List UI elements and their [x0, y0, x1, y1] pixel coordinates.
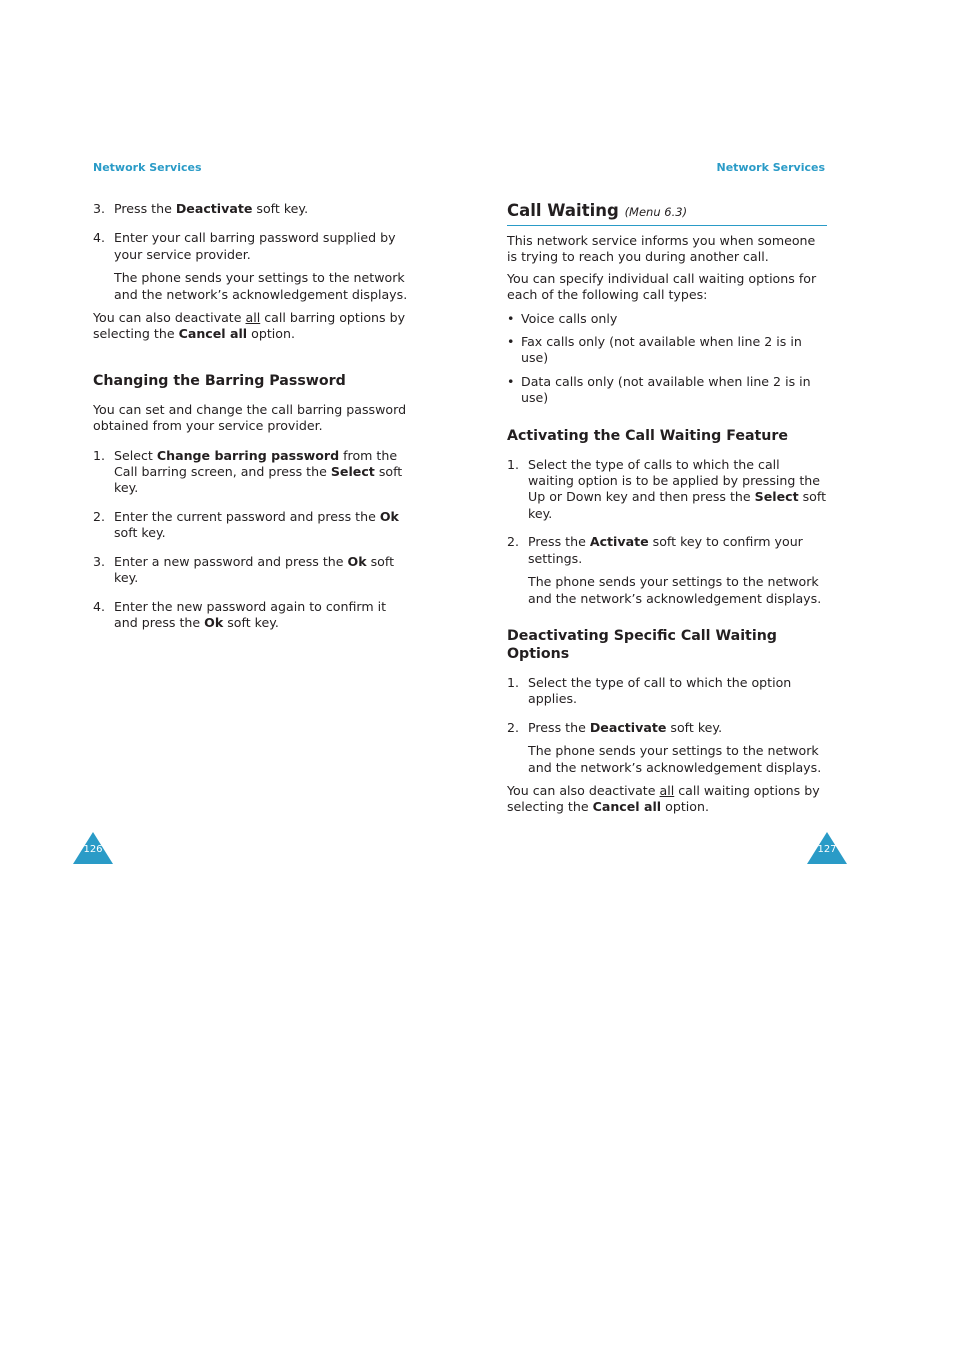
running-header-right: Network Services — [716, 161, 825, 174]
step-4-note: The phone sends your settings to the network and the network’s acknowledgement displays. — [114, 270, 408, 302]
step-number: 3. — [93, 201, 106, 216]
intro-paragraph-2: You can specify individual call waiting options for each of the following call types: — [507, 270, 817, 303]
list-item: • Data calls only (not available when line 2 is in use) — [507, 373, 811, 406]
section-heading-deactivate: Deactivating Specific Call Waiting Options — [507, 627, 777, 662]
list-item: • Fax calls only (not available when line 2 is in use) — [507, 334, 802, 366]
step-4 — [93, 230, 411, 263]
password-step-3: 3. Enter a new password and press the Ok soft key. — [93, 553, 395, 586]
activate-step-2-note: The phone sends your settings to the network and the network’s acknowledgement displays. — [528, 574, 822, 606]
menu-reference: (Menu 6.3) — [624, 205, 688, 219]
step-3 — [93, 201, 411, 217]
right-page-column — [507, 201, 827, 816]
left-page-column — [93, 201, 411, 631]
step-number: 4. — [93, 230, 106, 246]
deactivate-all-note: You can also deactivate all call barring options by selecting the Cancel all option. — [93, 310, 406, 342]
section-heading-barring-password: Changing the Barring Password — [93, 372, 346, 389]
activate-step-2: 2. Press the Activate soft key to confirm your settings. — [507, 534, 803, 566]
deactivate-step-1: 1. Select the type of call to which the option applies. — [507, 674, 792, 707]
step-text: Enter your call barring password supplied by your service provider. — [114, 230, 396, 262]
deactivate-step-2: 2. Press the Deactivate soft key. — [507, 719, 723, 735]
deactivate-step-2-note: The phone sends your settings to the network and the network’s acknowledgement displays. — [528, 743, 822, 775]
password-step-1: 1. Select Change barring password from the Call barring screen, and press the Select soft key. — [93, 447, 403, 496]
deactivate-all-note: You can also deactivate all call waiting options by selecting the Cancel all option. — [507, 782, 820, 815]
password-step-4: 4. Enter the new password again to confirm it and press the Ok soft key. — [93, 598, 387, 630]
step-text: Press the Deactivate soft key. — [114, 201, 309, 216]
list-item: • Voice calls only — [507, 310, 618, 326]
section-intro: You can set and change the call barring password obtained from your service provider. — [93, 401, 407, 434]
page-number-left: 126 — [73, 832, 113, 864]
page-title: Call Waiting (Menu 6.3) — [507, 201, 827, 226]
activate-step-1: 1. Select the type of calls to which the call waiting option is to be applied by pressing the Up or Down key and then press the Select soft key. — [507, 456, 827, 521]
section-heading-activate: Activating the Call Waiting Feature — [507, 427, 789, 444]
page-number-right: 127 — [807, 832, 847, 864]
running-header-left: Network Services — [93, 161, 202, 174]
password-step-2: 2. Enter the current password and press the Ok soft key. — [93, 508, 399, 541]
intro-paragraph-1: This network service informs you when someone is trying to reach you during another call. — [507, 233, 816, 265]
